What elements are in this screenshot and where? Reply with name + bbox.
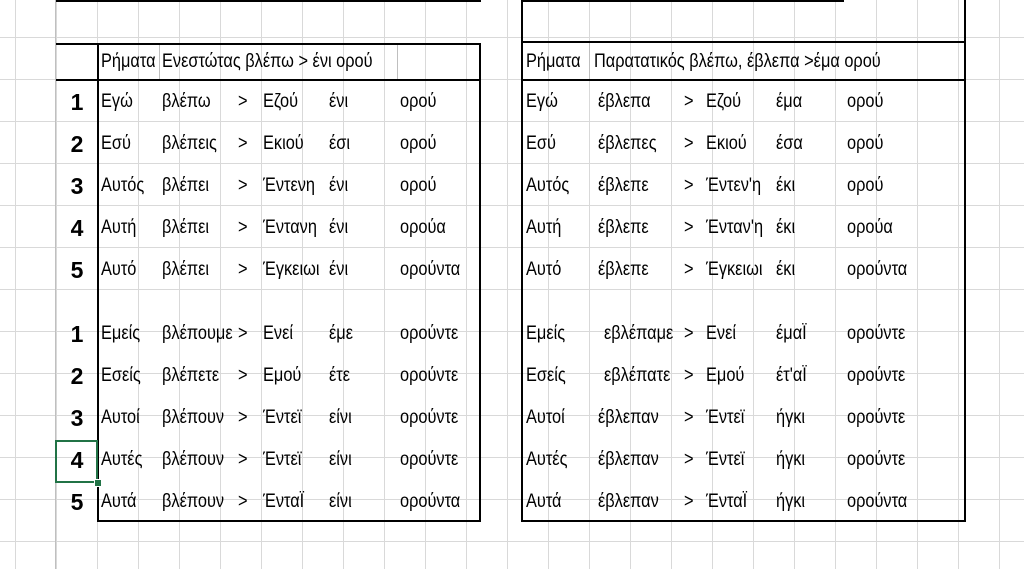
- pronoun-cell[interactable]: Αυτοί: [101, 407, 140, 428]
- dialect-form-cell[interactable]: Έγκειωι: [263, 259, 320, 280]
- suffix-cell[interactable]: έκι: [776, 175, 796, 196]
- pronoun-cell[interactable]: Αυτοί: [526, 407, 565, 428]
- dialect-form-cell[interactable]: Εκιού: [706, 133, 747, 154]
- verb-cell[interactable]: βλέπετε: [162, 365, 220, 386]
- verb-cell[interactable]: βλέπουν: [162, 449, 225, 470]
- pronoun-cell[interactable]: Αυτός: [101, 175, 145, 196]
- suffix-cell[interactable]: είνι: [329, 491, 352, 512]
- row-number[interactable]: 5: [70, 488, 84, 515]
- pronoun-cell[interactable]: Εμείς: [101, 323, 141, 344]
- right-table-top-border: [521, 41, 966, 43]
- verb-cell[interactable]: βλέπει: [162, 217, 210, 238]
- row-header-edge: [55, 0, 56, 569]
- left-table-bottom-border: [97, 520, 481, 522]
- pronoun-cell[interactable]: Αυτές: [101, 449, 143, 470]
- dialect-form-cell[interactable]: Έγκειωι: [706, 259, 763, 280]
- ending-cell[interactable]: ορούντα: [847, 491, 908, 512]
- ending-cell[interactable]: ορούντε: [847, 323, 906, 344]
- dialect-form-cell[interactable]: Ενεί: [706, 323, 736, 344]
- dialect-form-cell[interactable]: Εζού: [706, 91, 742, 112]
- dialect-form-cell[interactable]: ΈνταΪ: [263, 491, 305, 512]
- dialect-form-cell[interactable]: Εμού: [263, 365, 302, 386]
- suffix-cell[interactable]: ένι: [329, 175, 349, 196]
- arrow-cell[interactable]: >: [238, 175, 248, 196]
- suffix-cell[interactable]: ένι: [329, 217, 349, 238]
- arrow-cell[interactable]: >: [684, 175, 694, 196]
- verb-cell[interactable]: έβλεπες: [598, 133, 657, 154]
- arrow-cell[interactable]: >: [238, 449, 248, 470]
- row-number[interactable]: 3: [70, 172, 84, 199]
- verb-cell[interactable]: έβλεπε: [598, 259, 649, 280]
- pronoun-cell[interactable]: Εσύ: [526, 133, 556, 154]
- dialect-form-cell[interactable]: Εζού: [263, 91, 299, 112]
- arrow-cell[interactable]: >: [684, 217, 694, 238]
- suffix-cell[interactable]: είνι: [329, 449, 352, 470]
- pronoun-cell[interactable]: Εμείς: [526, 323, 566, 344]
- left-header-present-tense[interactable]: Ενεστώτας βλέπω > ένι ορού: [162, 51, 373, 72]
- arrow-cell[interactable]: >: [238, 91, 248, 112]
- ending-cell[interactable]: ορούντε: [400, 323, 459, 344]
- verb-cell[interactable]: έβλεπαν: [598, 449, 659, 470]
- arrow-cell[interactable]: >: [238, 491, 248, 512]
- row-number[interactable]: 1: [70, 88, 84, 115]
- pronoun-cell[interactable]: Αυτό: [101, 259, 137, 280]
- dialect-form-cell[interactable]: Ένταν'η: [706, 217, 764, 238]
- verb-cell[interactable]: βλέπει: [162, 175, 210, 196]
- arrow-cell[interactable]: >: [684, 133, 694, 154]
- row-number[interactable]: 1: [70, 320, 84, 347]
- verb-cell[interactable]: έβλεπαν: [598, 407, 659, 428]
- dialect-form-cell[interactable]: Έντεϊ: [263, 407, 302, 428]
- suffix-cell[interactable]: έτε: [329, 365, 351, 386]
- fill-handle[interactable]: [94, 479, 102, 487]
- ending-cell[interactable]: ορούντε: [400, 365, 459, 386]
- verb-cell[interactable]: εβλέπαμε: [604, 323, 674, 344]
- row-number[interactable]: 4: [70, 214, 84, 241]
- arrow-cell[interactable]: >: [238, 365, 248, 386]
- left-table-right-border: [479, 43, 481, 522]
- dialect-form-cell[interactable]: ΈνταΪ: [706, 491, 748, 512]
- ending-cell[interactable]: ορούντα: [400, 259, 461, 280]
- arrow-cell[interactable]: >: [238, 407, 248, 428]
- verb-cell[interactable]: έβλεπε: [598, 175, 649, 196]
- pronoun-cell[interactable]: Αυτές: [526, 449, 568, 470]
- arrow-cell[interactable]: >: [684, 449, 694, 470]
- pronoun-cell[interactable]: Αυτά: [526, 491, 562, 512]
- ending-cell[interactable]: ορούντε: [847, 407, 906, 428]
- arrow-cell[interactable]: >: [684, 407, 694, 428]
- dialect-form-cell[interactable]: Εμού: [706, 365, 745, 386]
- pronoun-cell[interactable]: Εγώ: [101, 91, 133, 112]
- ending-cell[interactable]: ορού: [400, 91, 437, 112]
- ending-cell[interactable]: ορού: [847, 133, 884, 154]
- pronoun-cell[interactable]: Αυτή: [101, 217, 137, 238]
- row-number[interactable]: 2: [70, 130, 84, 157]
- row-number[interactable]: 5: [70, 256, 84, 283]
- dialect-form-cell[interactable]: Έντεϊ: [706, 449, 745, 470]
- left-header-divider-2: [397, 45, 398, 79]
- suffix-cell[interactable]: ήγκι: [776, 491, 806, 512]
- right-table-right-border: [964, 0, 966, 522]
- pronoun-cell[interactable]: Εγώ: [526, 91, 558, 112]
- arrow-cell[interactable]: >: [684, 323, 694, 344]
- suffix-cell[interactable]: ένι: [329, 91, 349, 112]
- pronoun-cell[interactable]: Αυτό: [526, 259, 562, 280]
- verb-cell[interactable]: βλέπουν: [162, 491, 225, 512]
- dialect-form-cell[interactable]: Έντεν'η: [706, 175, 762, 196]
- verb-cell[interactable]: βλέπουμε: [162, 323, 233, 344]
- dialect-form-cell[interactable]: Έντενη: [263, 175, 315, 196]
- suffix-cell[interactable]: ήγκι: [776, 449, 806, 470]
- pronoun-cell[interactable]: Εσύ: [101, 133, 131, 154]
- right-table-left-border: [521, 0, 523, 522]
- ending-cell[interactable]: ορούντε: [400, 449, 459, 470]
- pronoun-cell[interactable]: Εσείς: [526, 365, 566, 386]
- suffix-cell[interactable]: ήγκι: [776, 407, 806, 428]
- dialect-form-cell[interactable]: Έντεϊ: [706, 407, 745, 428]
- arrow-cell[interactable]: >: [684, 365, 694, 386]
- verb-cell[interactable]: βλέπεις: [162, 133, 217, 154]
- ending-cell[interactable]: ορούντε: [400, 407, 459, 428]
- suffix-cell[interactable]: έσα: [776, 133, 803, 154]
- left-table-top-border: [56, 43, 481, 45]
- verb-cell[interactable]: εβλέπατε: [604, 365, 671, 386]
- left-header-verbs[interactable]: Ρήματα: [101, 51, 156, 72]
- arrow-cell[interactable]: >: [238, 133, 248, 154]
- left-table-header-border: [56, 79, 481, 81]
- suffix-cell[interactable]: έκι: [776, 217, 796, 238]
- left-header-divider-1: [159, 45, 160, 79]
- ending-cell[interactable]: ορούα: [847, 217, 893, 238]
- suffix-cell[interactable]: έμαΪ: [776, 323, 807, 344]
- active-cell-selection[interactable]: [55, 440, 98, 483]
- right-table-bottom-border: [521, 520, 966, 522]
- right-table-header-border: [521, 79, 966, 81]
- suffix-cell[interactable]: είνι: [329, 407, 352, 428]
- left-top-cap: [56, 0, 481, 2]
- right-header-imperfect-tense[interactable]: Παρατατικός βλέπω, έβλεπα >έμα ορού: [594, 51, 881, 72]
- verb-cell[interactable]: έβλεπαν: [598, 491, 659, 512]
- arrow-cell[interactable]: >: [238, 259, 248, 280]
- ending-cell[interactable]: ορού: [847, 91, 884, 112]
- dialect-form-cell[interactable]: Εκιού: [263, 133, 304, 154]
- arrow-cell[interactable]: >: [684, 91, 694, 112]
- pronoun-cell[interactable]: Αυτά: [101, 491, 137, 512]
- ending-cell[interactable]: ορού: [400, 133, 437, 154]
- suffix-cell[interactable]: ένι: [329, 259, 349, 280]
- ending-cell[interactable]: ορού: [400, 175, 437, 196]
- suffix-cell[interactable]: έκι: [776, 259, 796, 280]
- right-header-verbs[interactable]: Ρήματα: [526, 51, 581, 72]
- arrow-cell[interactable]: >: [238, 217, 248, 238]
- left-top-cap-right: [479, 0, 481, 2]
- row-number[interactable]: 3: [70, 404, 84, 431]
- ending-cell[interactable]: ορούντε: [847, 449, 906, 470]
- ending-cell[interactable]: ορούα: [400, 217, 446, 238]
- pronoun-cell[interactable]: Αυτή: [526, 217, 562, 238]
- pronoun-cell[interactable]: Εσείς: [101, 365, 141, 386]
- ending-cell[interactable]: ορού: [847, 175, 884, 196]
- arrow-cell[interactable]: >: [684, 491, 694, 512]
- verb-cell[interactable]: έβλεπα: [598, 91, 651, 112]
- right-header-divider: [589, 43, 590, 79]
- dialect-form-cell[interactable]: Έντανη: [263, 217, 317, 238]
- verb-cell[interactable]: βλέπει: [162, 259, 210, 280]
- ending-cell[interactable]: ορούντα: [400, 491, 461, 512]
- suffix-cell[interactable]: έσι: [329, 133, 351, 154]
- suffix-cell[interactable]: έτ'αΪ: [776, 365, 807, 386]
- right-table-top-cap: [521, 0, 844, 2]
- pronoun-cell[interactable]: Αυτός: [526, 175, 570, 196]
- verb-cell[interactable]: έβλεπε: [598, 217, 649, 238]
- ending-cell[interactable]: ορούντε: [847, 365, 906, 386]
- arrow-cell[interactable]: >: [684, 259, 694, 280]
- verb-cell[interactable]: βλέπω: [162, 91, 211, 112]
- suffix-cell[interactable]: έμε: [329, 323, 353, 344]
- verb-cell[interactable]: βλέπουν: [162, 407, 225, 428]
- ending-cell[interactable]: ορούντα: [847, 259, 908, 280]
- arrow-cell[interactable]: >: [238, 323, 248, 344]
- suffix-cell[interactable]: έμα: [776, 91, 803, 112]
- row-number[interactable]: 4: [70, 446, 84, 473]
- row-number[interactable]: 2: [70, 362, 84, 389]
- dialect-form-cell[interactable]: Έντεϊ: [263, 449, 302, 470]
- dialect-form-cell[interactable]: Ενεί: [263, 323, 293, 344]
